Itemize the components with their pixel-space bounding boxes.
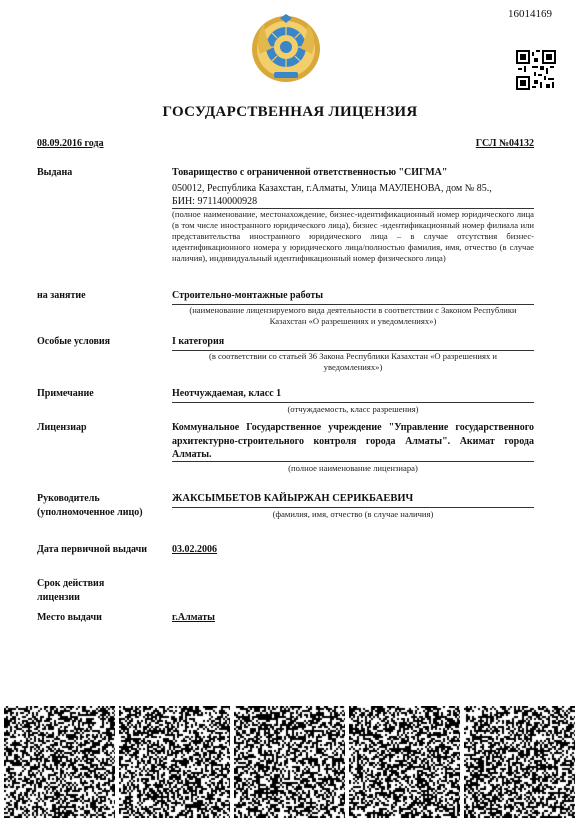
- qr-code-image: [516, 50, 556, 90]
- special-conditions-value: I категория: [172, 336, 225, 347]
- barcode-image: [4, 706, 115, 818]
- place-value: г.Алматы: [172, 612, 215, 623]
- remark-label: Примечание: [37, 388, 94, 399]
- special-conditions-note: (в соответствии со статьей 36 Закона Республики Казахстан «О разрешениях и уведомлениях»): [208, 351, 498, 372]
- divider: [172, 507, 534, 508]
- barcode-image: [464, 706, 575, 818]
- barcode-image: [119, 706, 230, 818]
- barcode-image: [234, 706, 345, 818]
- head-label: Руководитель: [37, 493, 100, 504]
- validity-label: Срок действия: [37, 578, 105, 589]
- place-label: Место выдачи: [37, 612, 102, 623]
- issued-to-note: (полное наименование, местонахождение, бизнес-идентификационный номер юридического лица (в том числе иностранного юридического лица), бизнес -идентификационный номер филиала или представительства иностранного юридического лица – в случае отсутствия бизнес-идентификационного номера у юридического лица/полностью фамилия, имя, отчество (в случае наличия), индивидуальный идентификационный номер физического лица): [172, 209, 534, 263]
- licensee-bin: БИН: 971140000928: [172, 196, 258, 207]
- document-number: 16014169: [508, 8, 552, 20]
- activity-note: (наименование лицензируемого вида деятельности в соответствии с Законом Республики Казахстан «О разрешениях и уведомлениях»): [189, 305, 517, 326]
- activity-label: на занятие: [37, 290, 86, 301]
- issue-date: 08.09.2016 года: [37, 138, 104, 149]
- licensor-note: (полное наименование лицензиара): [288, 463, 418, 473]
- barcode-image: [349, 706, 460, 818]
- licensee-address: 050012, Республика Казахстан, г.Алматы, Улица МАУЛЕНОВА, дом № 85.,: [172, 183, 492, 194]
- head-name: ЖАКСЫМБЕТОВ КАЙЫРЖАН СЕРИКБАЕВИЧ: [172, 493, 414, 504]
- divider: [172, 402, 534, 403]
- licensee-name: Товарищество с ограниченной ответственностью "СИГМА": [172, 167, 448, 178]
- document-title: ГОСУДАРСТВЕННАЯ ЛИЦЕНЗИЯ: [162, 104, 418, 120]
- first-issue-label: Дата первичной выдачи: [37, 544, 148, 555]
- head-label-sub: (уполномоченное лицо): [37, 507, 143, 518]
- remark-value: Неотчуждаемая, класс 1: [172, 388, 282, 399]
- state-emblem-image: [250, 14, 322, 84]
- license-number: ГСЛ №04132: [475, 138, 534, 149]
- licensor-label: Лицензиар: [37, 422, 87, 433]
- remark-note: (отчуждаемость, класс разрешения): [287, 404, 419, 414]
- validity-label-sub: лицензии: [37, 592, 80, 603]
- licensor-value: Коммунальное Государственное учреждение "Управление государственного архитектурно-строительного контроля города Алматы". Акимат города Алматы.: [172, 422, 534, 460]
- activity-value: Строительно-монтажные работы: [172, 290, 324, 301]
- head-note: (фамилия, имя, отчество (в случае наличия): [272, 509, 434, 519]
- divider: [172, 461, 534, 462]
- issued-to-label: Выдана: [37, 167, 73, 178]
- first-issue-date: 03.02.2006: [172, 544, 217, 555]
- special-conditions-label: Особые условия: [37, 336, 111, 347]
